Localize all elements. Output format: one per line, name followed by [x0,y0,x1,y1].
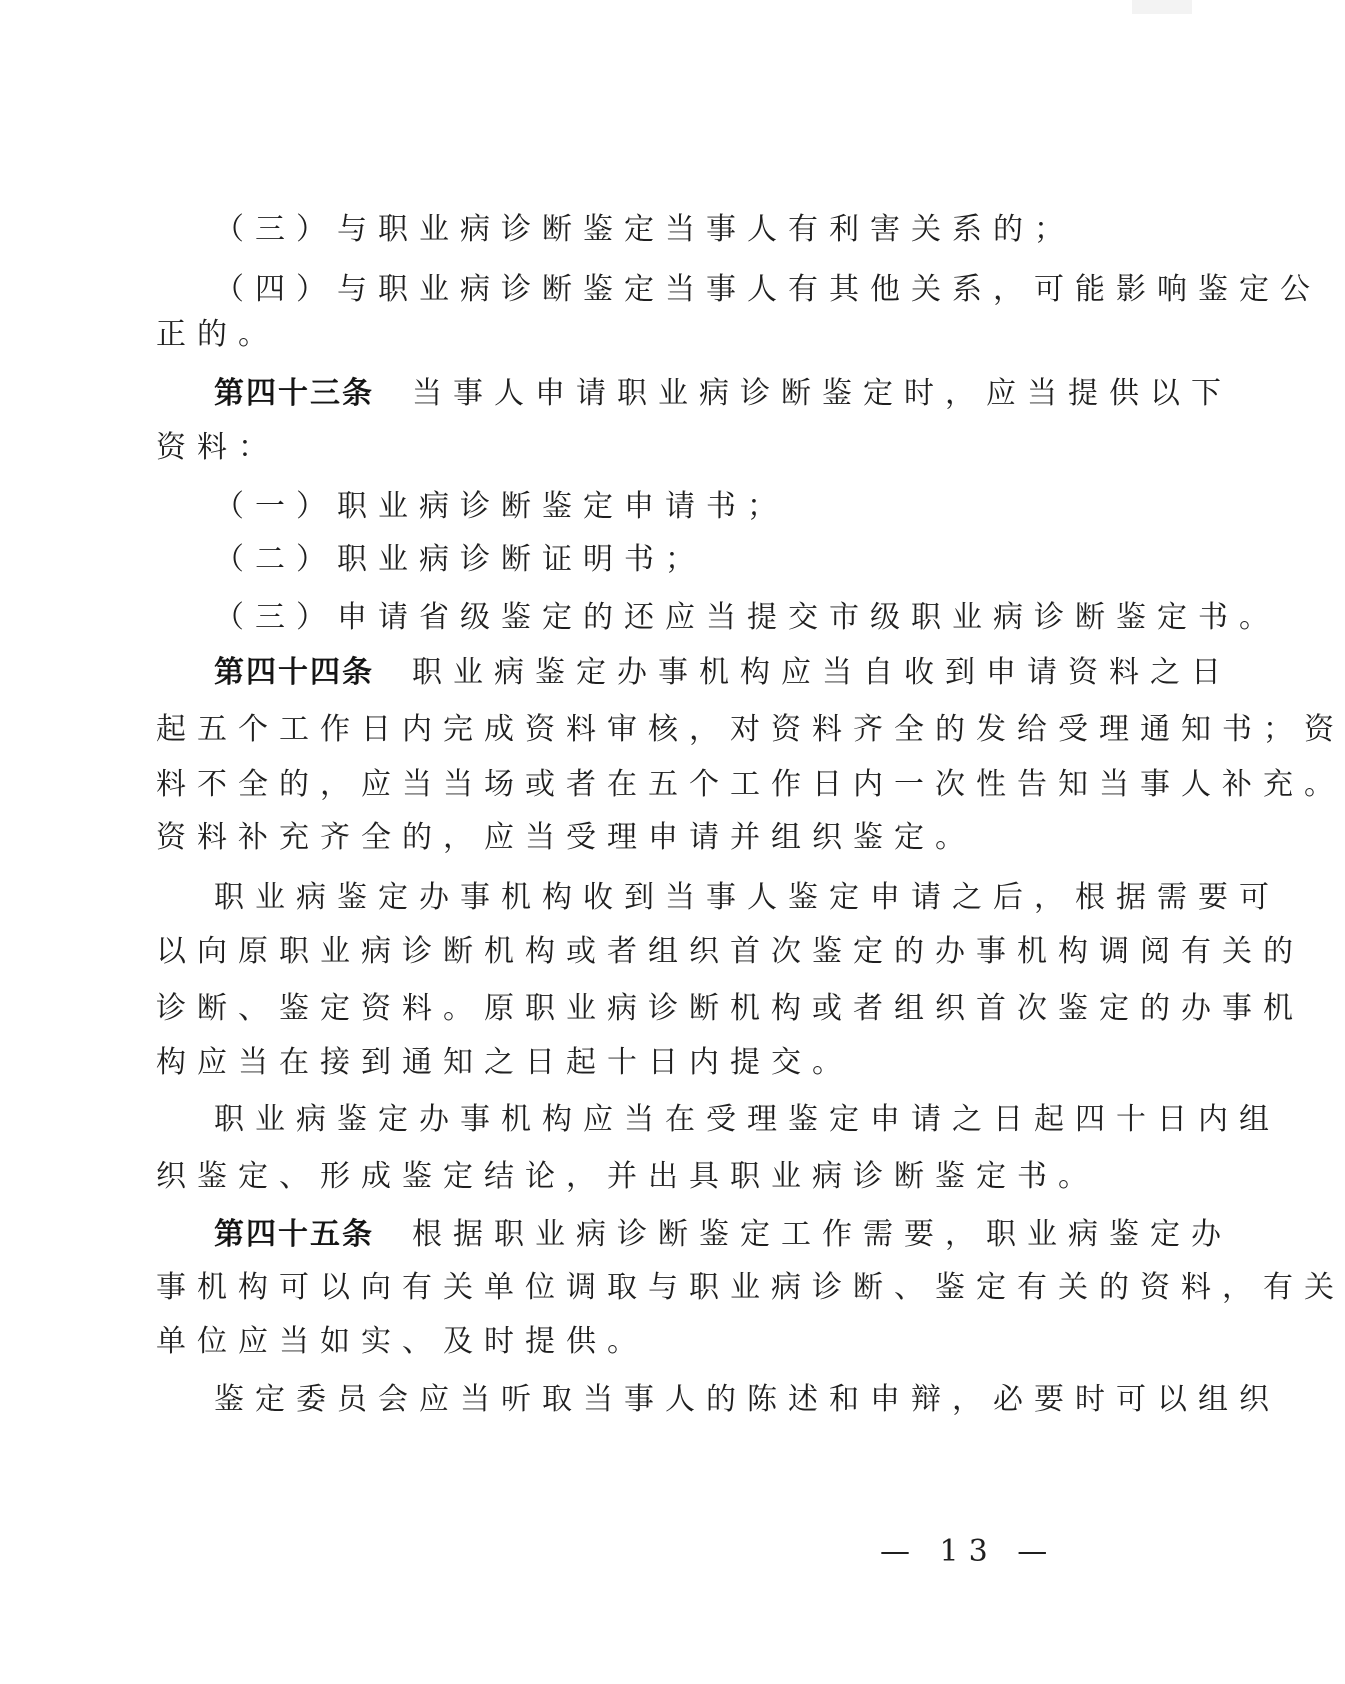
text-line: （三）与职业病诊断鉴定当事人有利害关系的； [214,212,1075,247]
text-line: 织鉴定、形成鉴定结论，并出具职业病诊断鉴定书。 [156,1159,1099,1194]
text-line: 正的。 [156,317,279,352]
page-number: — 13 — [880,1534,1058,1569]
list-item: （一）职业病诊断鉴定申请书； [214,489,788,524]
text-line: 单位应当如实、及时提供。 [156,1324,648,1359]
article-44-line: 第四十四条 职业病鉴定办事机构应当自收到申请资料之日 [214,655,1232,690]
text-line: 职业病鉴定办事机构收到当事人鉴定申请之后，根据需要可 [214,880,1280,915]
article-43-line: 第四十三条 当事人申请职业病诊断鉴定时，应当提供以下 [214,376,1232,411]
text-line: 起五个工作日内完成资料审核，对资料齐全的发给受理通知书；资 [156,712,1345,747]
article-45-line: 第四十五条 根据职业病诊断鉴定工作需要，职业病鉴定办 [214,1217,1232,1252]
text-line: 以向原职业病诊断机构或者组织首次鉴定的办事机构调阅有关的 [156,934,1304,969]
text-line: 资料： [156,430,279,465]
text-line: （四）与职业病诊断鉴定当事人有其他关系，可能影响鉴定公 [214,272,1321,307]
article-43-heading: 第四十三条 [214,376,374,411]
text-line: 职业病鉴定办事机构应当在受理鉴定申请之日起四十日内组 [214,1102,1280,1137]
text-line: 事机构可以向有关单位调取与职业病诊断、鉴定有关的资料，有关 [156,1270,1345,1305]
list-item: （二）职业病诊断证明书； [214,542,706,577]
article-45-heading: 第四十五条 [214,1217,374,1252]
text-line: 构应当在接到通知之日起十日内提交。 [156,1045,853,1080]
list-item: （三）申请省级鉴定的还应当提交市级职业病诊断鉴定书。 [214,600,1280,635]
article-44-heading: 第四十四条 [214,655,374,690]
text-line: 鉴定委员会应当听取当事人的陈述和申辩，必要时可以组织 [214,1382,1280,1417]
text-line: 诊断、鉴定资料。原职业病诊断机构或者组织首次鉴定的办事机 [156,991,1304,1026]
scan-edge-mark [1132,0,1192,14]
text-line: 料不全的，应当当场或者在五个工作日内一次性告知当事人补充。 [156,767,1345,802]
text-line: 资料补充齐全的，应当受理申请并组织鉴定。 [156,820,976,855]
